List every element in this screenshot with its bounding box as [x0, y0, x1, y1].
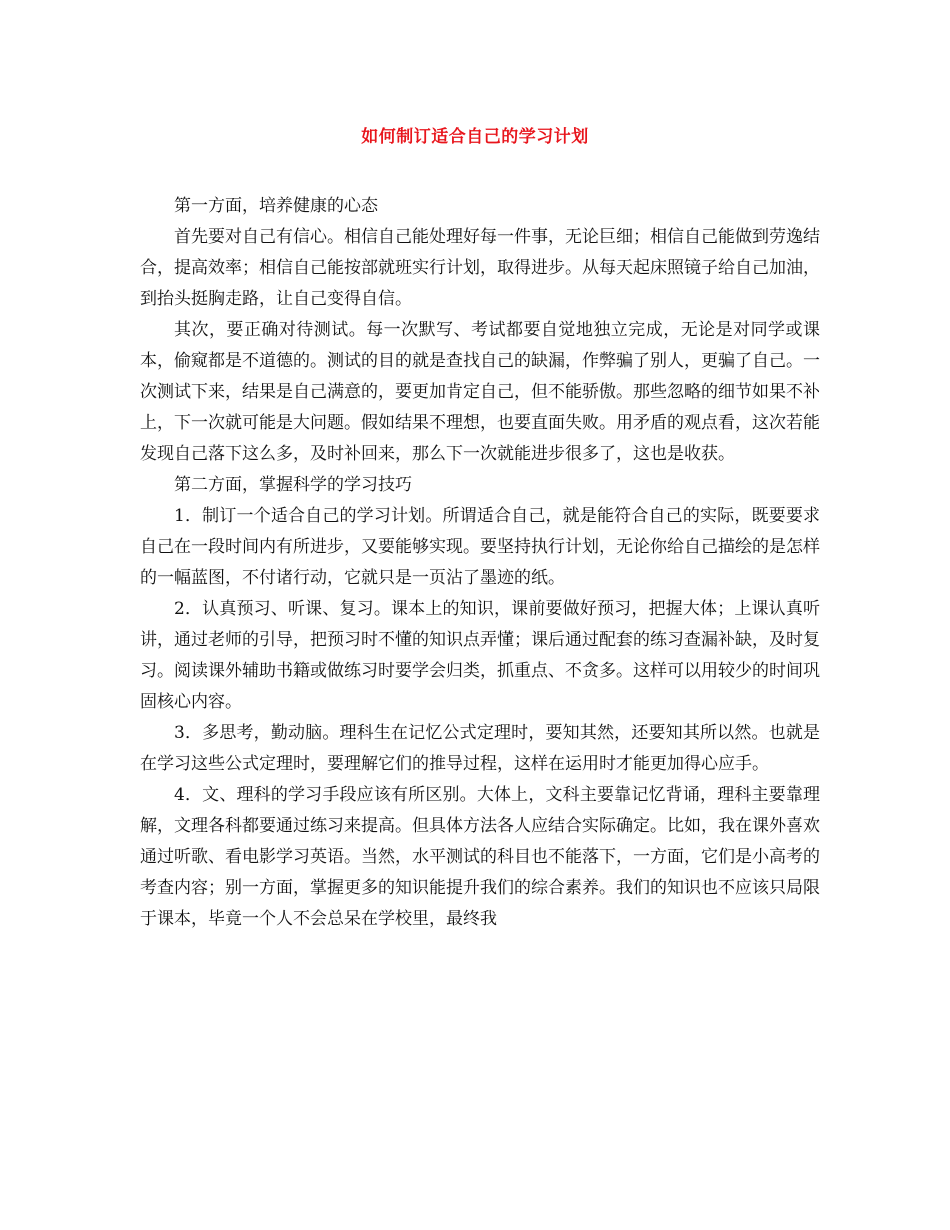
- section-heading: 第一方面，培养健康的心态: [174, 196, 378, 216]
- paragraph: 1．制订一个适合自己的学习计划。所谓适合自己，就是能符合自己的实际，既要要求自己在一段时间内有所进步，又要能够实现。要坚持执行计划，无论你给自己描绘的是怎样的一幅蓝图，不付诸行动，它就只是一页沾了墨迹的纸。: [140, 506, 820, 588]
- paragraph: 3．多思考，勤动脑。理科生在记忆公式定理时，要知其然，还要知其所以然。也就是在学习这些公式定理时，要理解它们的推导过程，这样在运用时才能更加得心应手。: [140, 723, 820, 774]
- document-title: 如何制订适合自己的学习计划: [361, 127, 589, 147]
- paragraph: 其次，要正确对待测试。每一次默写、考试都要自觉地独立完成，无论是对同学或课本，偷窥都是不道德的。测试的目的就是查找自己的缺漏，作弊骗了别人，更骗了自己。一次测试下来，结果是自己满意的，要更加肯定自己，但不能骄傲。那些忽略的细节如果不补上，下一次就可能是大问题。假如结果不理想，也要直面失败。用矛盾的观点看，这次若能发现自己落下这么多，及时补回来，那么下一次就能进步很多了，这也是收获。: [140, 320, 820, 464]
- paragraph: 4．文、理科的学习手段应该有所区别。大体上，文科主要靠记忆背诵，理科主要靠理解，文理各科都要通过练习来提高。但具体方法各人应结合实际确定。比如，我在课外喜欢通过听歌、看电影学习英语。当然，水平测试的科目也不能落下，一方面，它们是小高考的考查内容；别一方面，掌握更多的知识能提升我们的综合素养。我们的知识也不应该只局限于课本，毕竟一个人不会总呆在学校里，最终我: [140, 785, 820, 929]
- section-heading: 第二方面，掌握科学的学习技巧: [174, 475, 412, 495]
- paragraph: 2．认真预习、听课、复习。课本上的知识，课前要做好预习，把握大体；上课认真听讲，通过老师的引导，把预习时不懂的知识点弄懂；课后通过配套的练习查漏补缺，及时复习。阅读课外辅助书籍或做练习时要学会归类，抓重点、不贪多。这样可以用较少的时间巩固核心内容。: [140, 599, 820, 712]
- document-body: [140, 191, 820, 935]
- paragraph: 首先要对自己有信心。相信自己能处理好每一件事，无论巨细；相信自己能做到劳逸结合，提高效率；相信自己能按部就班实行计划，取得进步。从每天起床照镜子给自己加油，到抬头挺胸走路，让自己变得自信。: [140, 227, 820, 309]
